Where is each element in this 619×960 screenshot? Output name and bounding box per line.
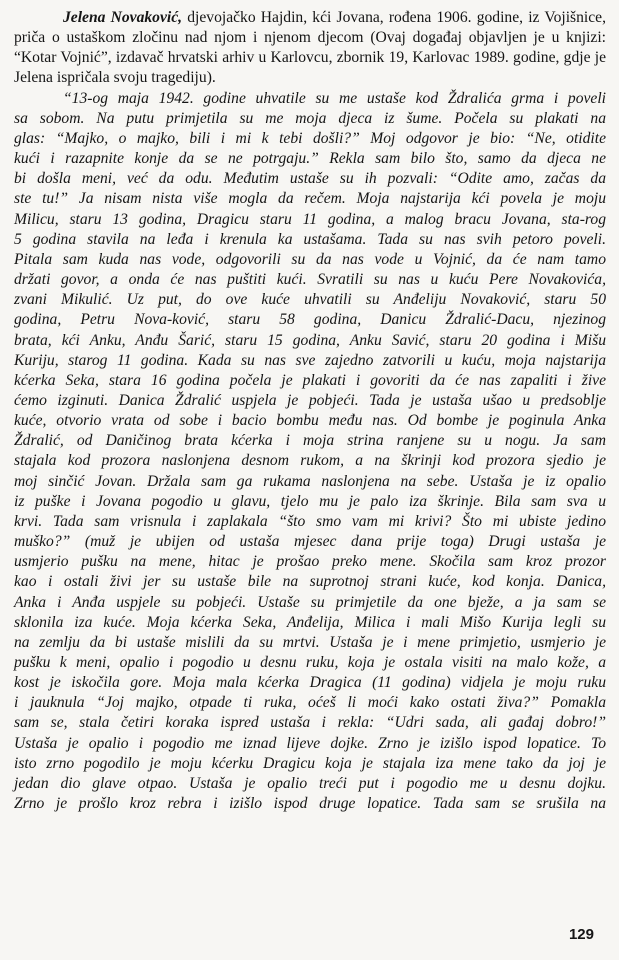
text-line: Ustaša je opalio i pogodio me iznad lijeve dojke. Zrno je izišlo ispod lopatice. To [14,734,606,752]
text-line: kćerka Seka, stara 16 godina počela je plakati i govoriti da će nas zapaliti i žive [14,371,606,389]
text-line: Zrno je prošlo kroz rebra i izišlo ispod druge lopatice. Tada sam se srušila na [14,795,606,813]
text-line: na zemlju da bi ustaše mislili da su mrtvi. Ustaša je i mene primjetio, usmjerio je [14,633,606,651]
text-line: ćemo izginuti. Danica Ždralić uspjela je pobjeći. Tada je ustaša ušao u predsoblje [14,391,606,409]
text-line: kući i razapnite konje da se ne potrgaju.” Rekla sam bilo što, samo da djeca ne [14,150,606,168]
text-line: kost je iskočila gore. Moja mala kćerka Dragica (11 godina) vidjela je moju ruku [14,674,606,692]
text-line: iz puške i Jovana pogodio u glavu, tjelo mu je palo iza škrinje. Bila sam sva u [14,492,606,510]
text-line: godina, Petru Nova-ković, staru 58 godina, Danicu Ždralić-Dacu, njezinog [14,311,606,329]
text-line: Ždralić, od Daničinog brata kćerka i moja strina ranjene su u nogu. Ja sam [14,432,606,450]
author-name: Jelena Novaković, [63,9,183,26]
text-line: Milicu, staru 13 godina, Dragicu staru 11 godina, a malog bracu Jovana, sta-rog [14,210,606,228]
text-line: sa sobom. Na putu primjetila su me moja djeca iz šume. Počela su plakati na [14,109,606,127]
text-line: sam se, stala četiri koraka ispred ustaša i rekla: “Udri sada, ali gađaj dobro!” [14,714,606,732]
text-line: sklonila iza kuće. Moja kćerka Seka, Anđelija, Milica i mali Mišo Kurija legli su [14,613,606,631]
text-line: kao i ostali živi jer su ustaše bile na suprotnoj strani kuće, kod konja. Danica, [14,573,606,591]
text-line: isto zrno pogodilo je moju kćerku Dragicu koja je stajala iza mene tako da joj je [14,754,606,772]
text-line: glas: “Majko, o majko, bili i mi k tebi došli?” Moj odgovor je bio: “Ne, otidite [14,129,606,147]
text-line: i jauknula “Joj majko, otpade ti ruka, oćeš li moći kako ostati živa?” Pomakla [14,694,606,712]
text-line: 5 godina stavila na leđa i krenula ka ustašama. Tada su nas svih petoro poveli. [14,230,606,248]
text-line: Kuriju, starog 11 godina. Kada su nas sve zajedno zatvorili u kuću, moja najstarija [14,351,606,369]
text-line: moj sinčić Jovan. Držala sam ga rukama naslonjena na sebe. Ustaša je iz opalio [14,472,606,490]
text-line: Anka i Anđa uspjele su pobjeći. Ustaše su primjetile da one bježe, a ja sam se [14,593,606,611]
text-line: bi došla meni, već da odu. Međutim ustaše su ih pozvali: “Odite amo, začas da [14,170,606,188]
text-line: kuće, otvorio vrata od sobe i bacio bombu među nas. Od bombe je poginula Anka [14,412,606,430]
text-line: ste tu!” Ja nisam nista više mogla da rečem. Moja najstarija kći povela je moju [14,190,606,208]
text-line: usmjerio pušku na mene, hitac je prošao preko mene. Skočila sam kroz prozor [14,553,606,571]
intro-paragraph [14,8,606,89]
text-line: zvani Mikulić. Uz put, do ove kuće uhvatili su Anđeliju Novaković, staru 50 [14,291,606,309]
text-line: brata, kći Anku, Anđu Šarić, staru 15 godina, Anku Savić, staru 20 godina i Mišu [14,331,606,349]
text-line: stajala kod prozora naslonjena desnom rukom, a na škrinji kod prozora sjedio je [14,452,606,470]
page-text [14,8,606,814]
text-line: muško?” (muž je ubijen od ustaša mjesec dana prije toga) Drugi ustaša je [14,533,606,551]
text-line: “13-og maja 1942. godine uhvatile su me ustaše kod Ždralića grma i poveli [63,89,606,107]
intro-text: djevojačko Hajdin, kći Jovana, rođena 1906. godine, iz Vojišnice, priča o ustaškom zločinu nad njom i njenom djecom (Ovaj događaj objavljen je u knjizi: “Kotar Vojnić”, izdavač hrvatski arhiv u Karlovcu, zbornik 19, Karlovac 1989. godine, gdje je Jelena ispričala svoju tragediju). [14,9,606,87]
text-line: Pitala sam kuda nas vode, odgovorili su da nas vode u Vojnić, da će nam tamo [14,250,606,268]
text-line: držati govor, a onda će nas puštiti kući. Svratili su nas u kuću Pere Novakovića, [14,271,606,289]
page-number: 129 [568,926,594,943]
text-line: jedan dio glave otpao. Ustaša je opalio treći put i pogodio me u desnu dojku. [14,774,606,792]
text-line: krvi. Tada sam vrisnula i zaplakala “što smo vam mi krivi? Što mi ubiste jedino [14,512,606,530]
testimony-body [14,89,606,815]
text-line: pušku k meni, opalio i pogodio u desnu ruku, koja je ostala visiti na malo kože, a [14,654,606,671]
